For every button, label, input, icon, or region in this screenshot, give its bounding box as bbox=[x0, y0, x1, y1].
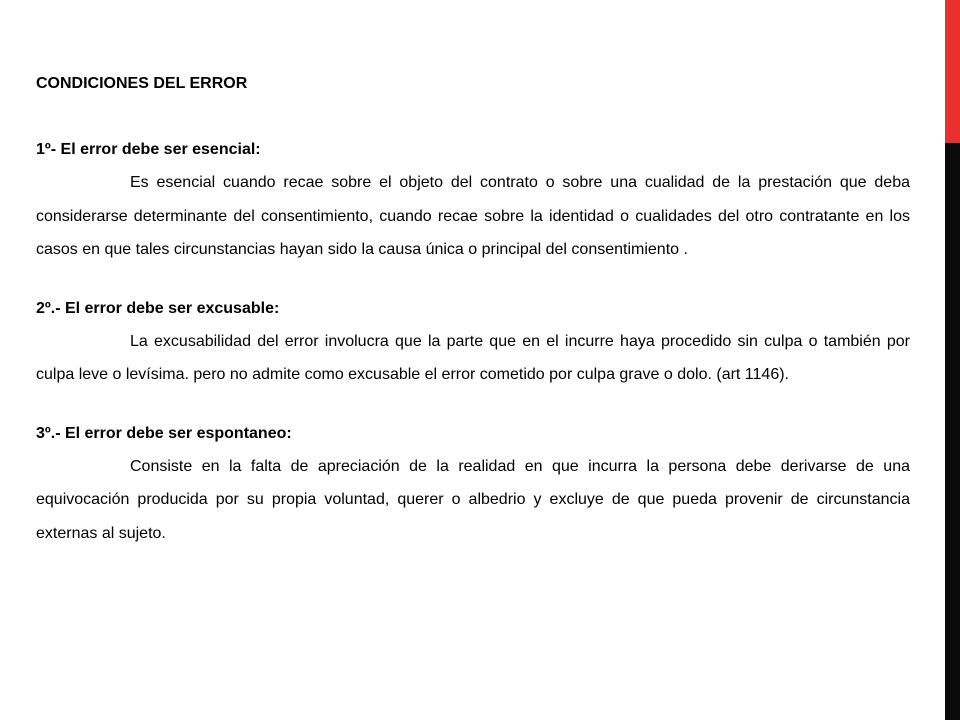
section-body: La excusabilidad del error involucra que la parte que en el incurre haya procedido sin culpa o también por culpa leve o levísima. pero no admite como excusable el error cometido por culpa grave o dolo. (art 1146). bbox=[36, 332, 910, 383]
page-title: CONDICIONES DEL ERROR bbox=[36, 75, 248, 92]
side-bar bbox=[945, 0, 960, 720]
section-title: 1º- El error debe ser esencial: bbox=[36, 141, 261, 158]
section-body: Consiste en la falta de apreciación de la realidad en que incurra la persona debe derivarse de una equivocación producida por su propia voluntad, querer o albedrio y excluye de que pueda provenir de circunstancia externas al sujeto. bbox=[36, 457, 910, 542]
section-espontaneo bbox=[36, 422, 910, 551]
side-bar-dark bbox=[945, 143, 960, 720]
slide-content bbox=[36, 72, 910, 580]
section-title: 3º.- El error debe ser espontaneo: bbox=[36, 424, 292, 442]
section-title: 2º.- El error debe ser excusable: bbox=[36, 299, 280, 317]
section-excusable bbox=[36, 297, 910, 392]
section-esencial bbox=[36, 138, 910, 267]
side-bar-accent bbox=[945, 0, 960, 143]
section-body: Es esencial cuando recae sobre el objeto del contrato o sobre una cualidad de la prestación que deba considerarse determinante del consentimiento, cuando recae sobre la identidad o cualidades del otro contratante en los casos en que tales circunstancias hayan sido la causa única o principal del consentimiento . bbox=[36, 174, 910, 258]
